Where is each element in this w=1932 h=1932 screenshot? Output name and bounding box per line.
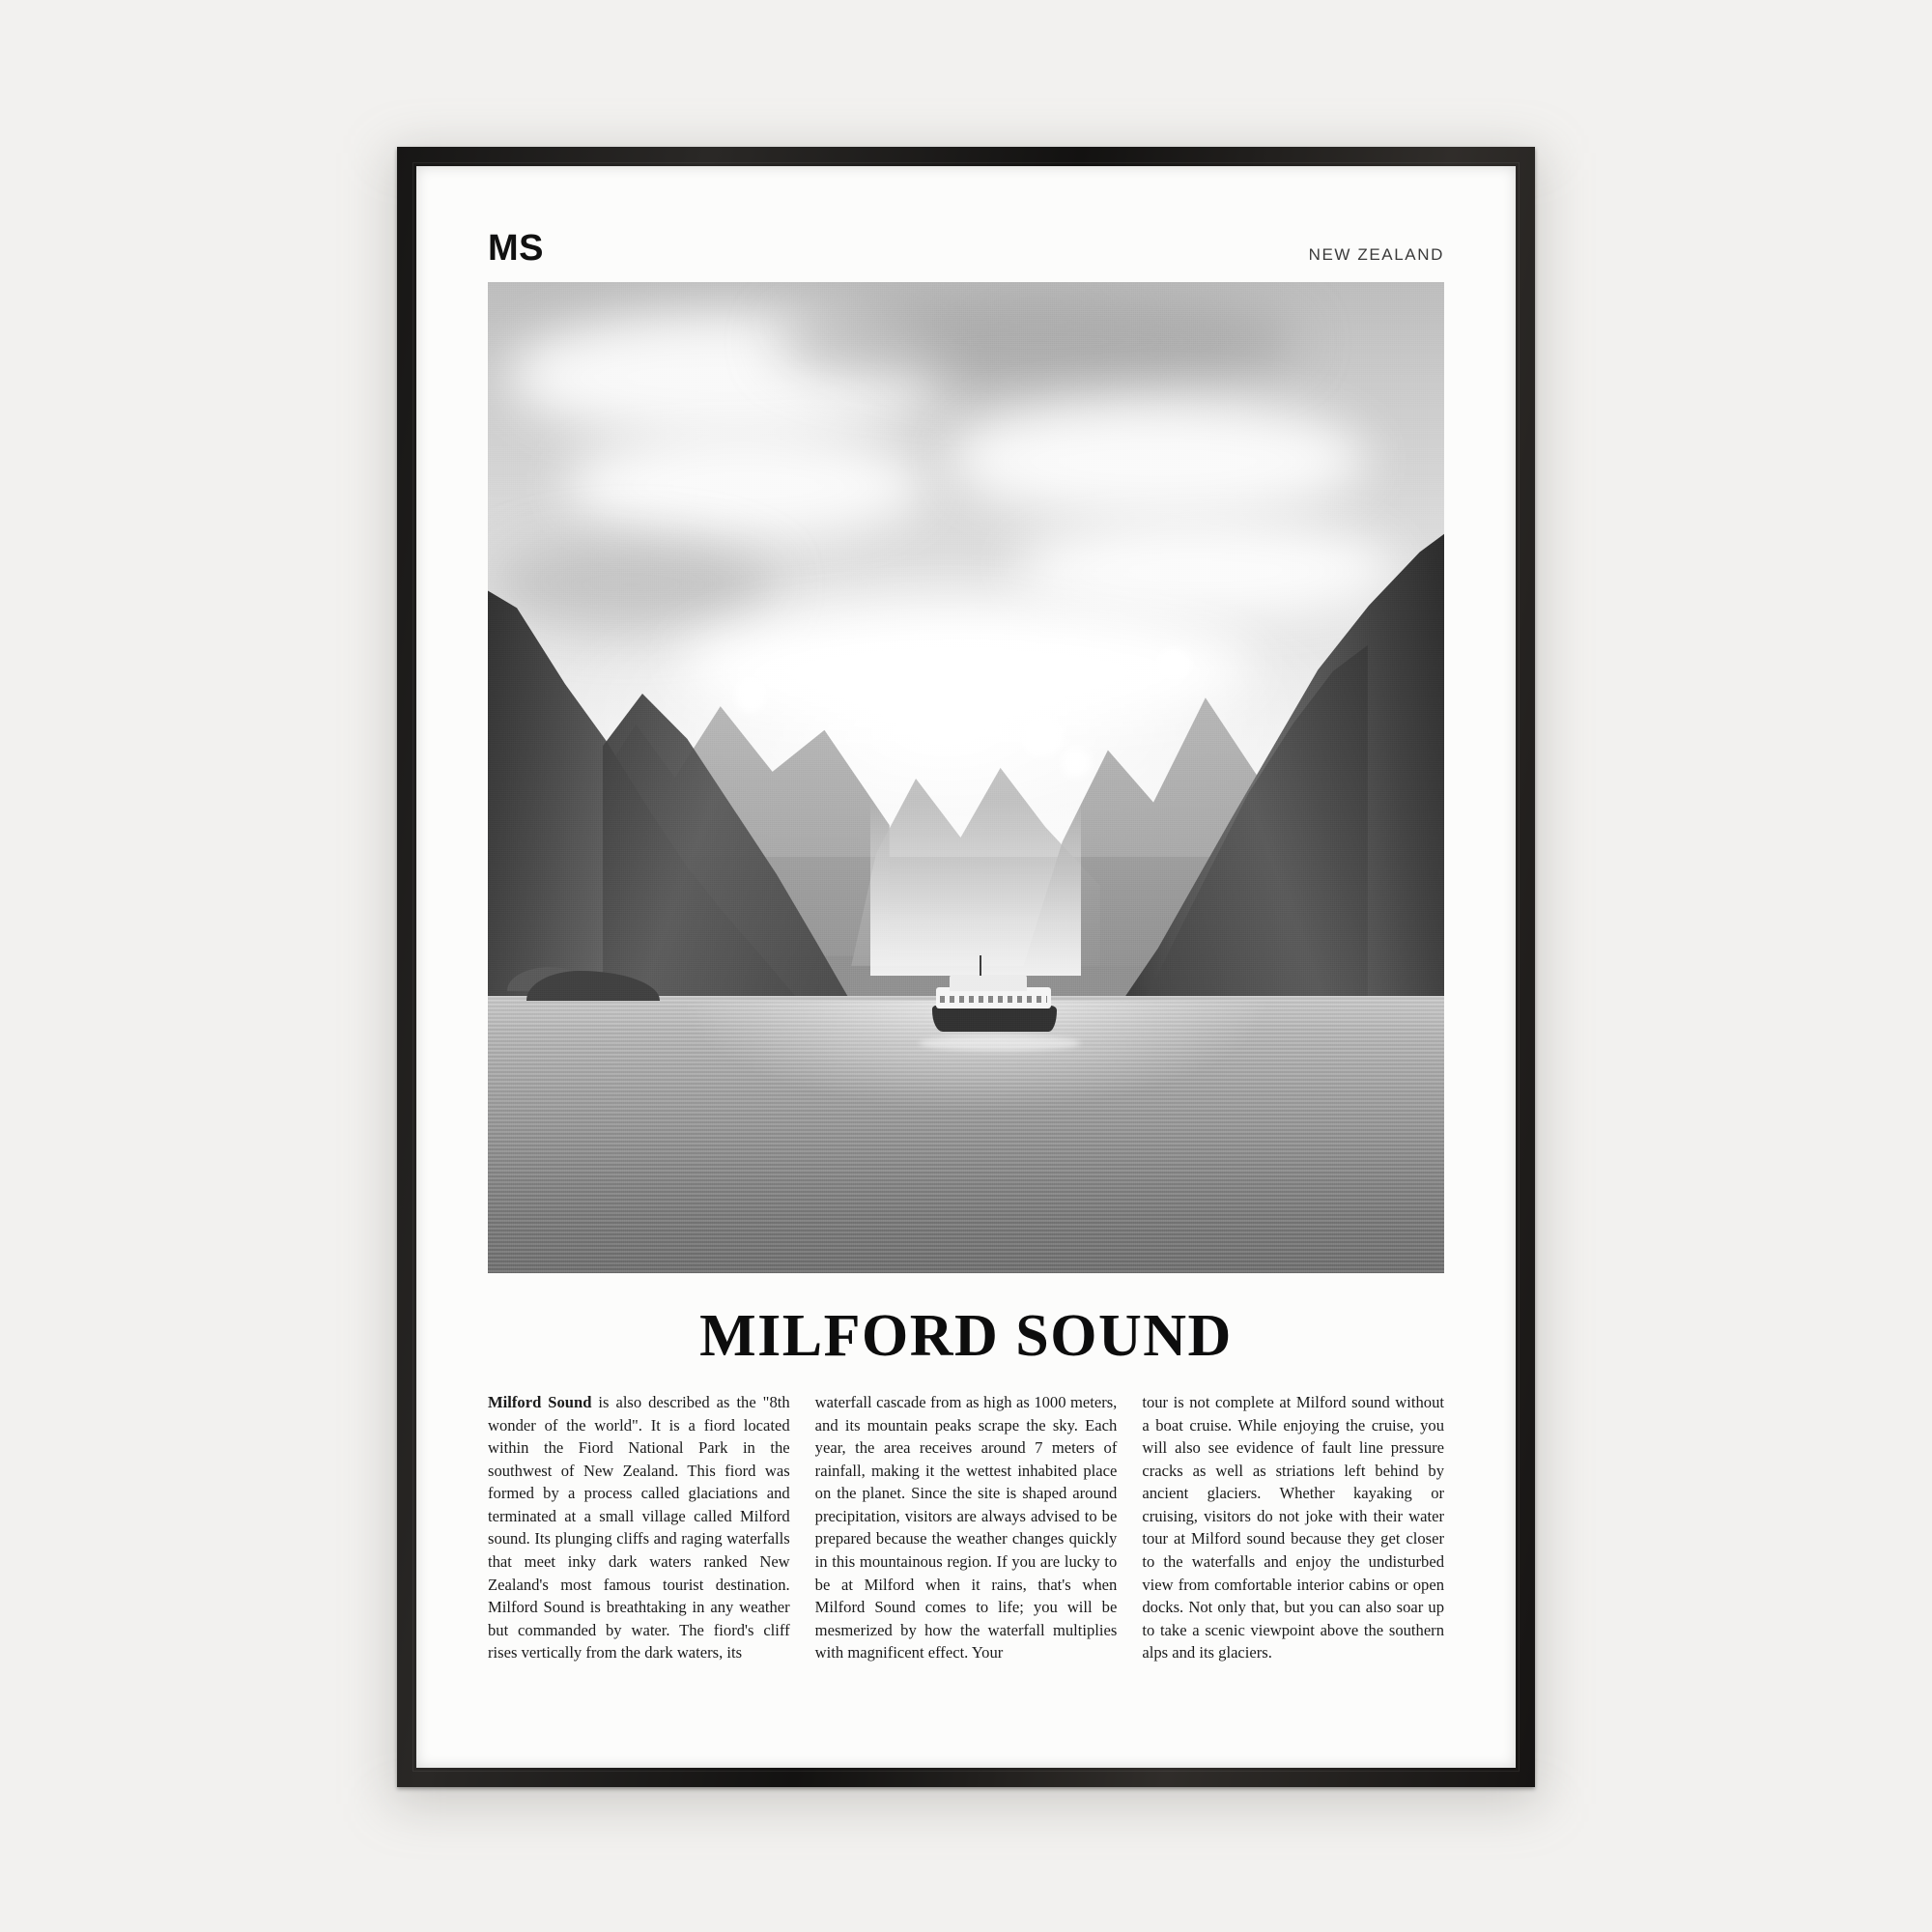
cloud-shape [488,540,775,629]
cloud-shape [564,431,927,540]
valley-haze [870,798,1081,977]
body-column-1 [488,1391,790,1664]
boat-upper-deck [950,975,1027,991]
snow-patch [1062,748,1091,778]
page-title: MILFORD SOUND [699,1303,1233,1369]
boat-mast [980,955,981,977]
fiord-photograph [488,282,1444,1273]
poster-paper [416,166,1516,1768]
poster-header [488,230,1444,267]
poster-content [488,230,1444,1704]
body-column-1-text: is also described as the "8th wonder of the world". It is a fiord located within the Fiord National Park in the southwest of New Zealand. This fiord was formed by a process called glaciations and terminated at a small village called Milford sound. Its plunging cliffs and raging waterfalls that meet inky dark waters ranked New Zealand's most famous tourist destination. Milford Sound is breathtaking in any weather but commanded by water. The fiord's cliff rises vertically from the dark waters, its [488,1393,790,1662]
country-label: NEW ZEALAND [1308,245,1444,264]
boat-hull [932,1006,1057,1032]
boat-windows [940,996,1047,1004]
body-column-3: tour is not complete at Milford sound without a boat cruise. While enjoying the cruise, you will also see evidence of fault line pressure cracks as well as striations left behind by ancient glaciers. Whether kayaking or cruising, visitors do not joke with their water tour at Milford sound because they get closer to the waterfalls and enjoy the undisturbed view from comfortable interior cabins or open docks. Not only that, but you can also soar up to take a scenic viewpoint above the southern alps and its glaciers. [1142,1393,1445,1662]
cloud-shape [775,292,1301,391]
boat-wake [919,1036,1081,1051]
cloud-shape [947,401,1368,520]
lead-in-text: Milford Sound [488,1393,592,1411]
snow-patch [1023,718,1062,757]
body-column-2: waterfall cascade from as high as 1000 meters, and its mountain peaks scrape the sky. Each year, the area receives around 7 meters of rainfall, making it the wettest inhabited place on the planet. Since the site is shaped around precipitation, visitors are always advised to be prepared because the weather changes quickly in this mountainous region. If you are lucky to be at Milford when it rains, that's when Milford Sound comes to life; you will be mesmerized by how the waterfall multiplies with magnificent effect. Your [814,1393,1118,1662]
cloud-shape [1014,520,1397,619]
snow-patch [736,678,765,713]
picture-frame [397,147,1535,1787]
monogram-label: MS [488,228,544,269]
tour-boat [932,970,1057,1032]
snow-patch [1157,649,1191,679]
body-columns [488,1391,1444,1664]
